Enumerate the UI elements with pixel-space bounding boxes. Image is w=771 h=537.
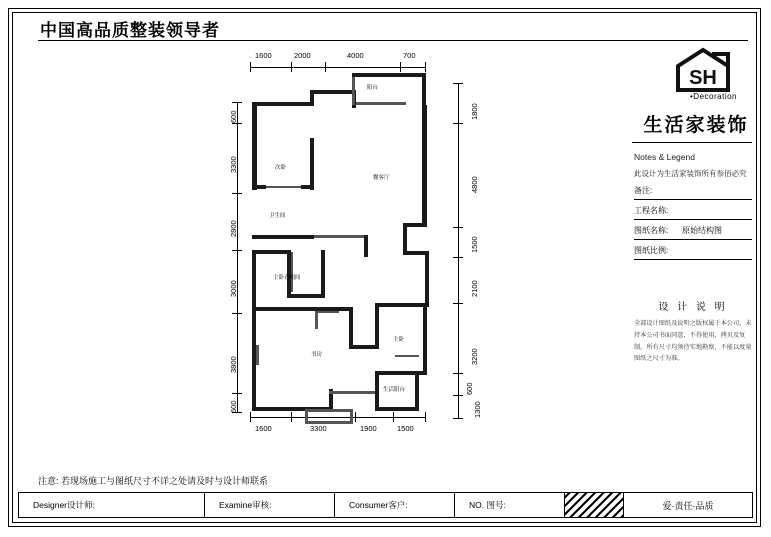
- room-label: 主卧: [393, 337, 405, 343]
- logo-subtitle: •Decoration: [690, 92, 737, 101]
- wall: [252, 102, 257, 190]
- room-label: 次卧: [275, 165, 287, 171]
- room-label: 卫生间: [269, 213, 286, 219]
- field-underline: [634, 239, 752, 240]
- dim-bottom-1: 1600: [255, 424, 272, 433]
- field-drawing-name: [634, 222, 752, 240]
- wall: [315, 311, 318, 329]
- header-divider: [38, 40, 748, 41]
- wall: [315, 311, 339, 313]
- svg-text:SH: SH: [689, 67, 717, 89]
- dim-tick: [453, 303, 463, 304]
- dim-top-2: 2000: [294, 51, 311, 60]
- wall: [350, 409, 353, 423]
- dim-line-bottom: [250, 417, 425, 418]
- dim-tick: [291, 62, 292, 72]
- footer-note: 注意: 若现场施工与图纸尺寸不详之处请及时与设计师联系: [38, 476, 269, 486]
- footer-cell-consumer: Consumer客户:: [335, 493, 455, 517]
- wall: [287, 294, 325, 298]
- dim-tick: [291, 412, 292, 422]
- dim-right-6: 600: [465, 382, 474, 395]
- field-drawing-scale: [634, 242, 752, 260]
- dim-bottom-3: 1900: [360, 424, 377, 433]
- wall: [252, 250, 288, 254]
- wall: [375, 371, 379, 411]
- dim-top-4: 700: [403, 51, 416, 60]
- footer-cell-designer: Designer设计师:: [19, 493, 205, 517]
- field-underline: [634, 199, 752, 200]
- page-title: 中国高品质整装领导者: [40, 21, 220, 40]
- dim-tick: [425, 412, 426, 422]
- dim-tick: [250, 412, 251, 422]
- field-label: 备注:: [634, 186, 653, 195]
- wall: [305, 409, 353, 412]
- wall: [375, 303, 379, 349]
- dim-top-3: 4000: [347, 51, 364, 60]
- wall: [252, 250, 256, 410]
- dim-tick: [453, 83, 463, 84]
- dim-tick: [453, 257, 463, 258]
- spec-body: 全部设计图纸及说明之版权属于本公司，未持本公司书面同意，不得使用、拷贝及复制。所有尺寸均须待实地勘察，不能以度量图纸之尺寸为准。: [634, 320, 752, 363]
- logo-house-icon: [672, 46, 734, 94]
- wall: [310, 90, 356, 94]
- dim-tick: [232, 123, 242, 124]
- dim-right-2: 4800: [470, 176, 479, 193]
- dim-right-5: 3200: [470, 348, 479, 365]
- dim-tick: [453, 418, 463, 419]
- room-label: 书房: [311, 352, 323, 358]
- field-project-name: [634, 202, 752, 220]
- dim-right-3: 1500: [470, 236, 479, 253]
- dim-left-3: 2800: [229, 220, 238, 237]
- wall: [422, 73, 426, 105]
- wall: [425, 251, 429, 307]
- wall: [423, 303, 427, 375]
- wall: [256, 345, 259, 365]
- dim-tick: [453, 123, 463, 124]
- dim-top-1: 1600: [255, 51, 272, 60]
- dim-right-7: 1300: [473, 401, 482, 418]
- legend-title: Notes & Legend: [634, 152, 695, 162]
- dim-left-2: 3300: [229, 156, 238, 173]
- wall: [352, 73, 426, 77]
- dim-left-5: 3800: [229, 356, 238, 373]
- title-block: [18, 492, 753, 518]
- field-underline: [634, 259, 752, 260]
- dim-tick: [232, 393, 242, 394]
- wall: [310, 138, 314, 190]
- wall: [252, 235, 314, 239]
- dim-tick: [400, 62, 401, 72]
- dim-tick: [232, 313, 242, 314]
- dim-bottom-4: 1500: [397, 424, 414, 433]
- footer-cell-examine: Examine审核:: [205, 493, 335, 517]
- dim-tick: [355, 412, 356, 422]
- floor-plan: [215, 45, 480, 445]
- wall: [395, 355, 419, 357]
- dim-tick: [232, 193, 242, 194]
- brand-divider: [632, 142, 752, 143]
- footer-cell-number: NO. 图号:: [455, 493, 565, 517]
- footer-slogan: 爱·责任·品质: [662, 500, 714, 511]
- wall: [415, 375, 419, 411]
- dim-tick: [232, 102, 242, 103]
- brand-name: 生活家装饰: [643, 115, 749, 136]
- dim-line-top: [250, 67, 425, 68]
- dim-bottom-2: 3300: [310, 424, 327, 433]
- dim-tick: [453, 395, 463, 396]
- dim-tick: [393, 412, 394, 422]
- wall: [291, 252, 293, 292]
- wall: [266, 186, 302, 188]
- dim-left-1: 600: [229, 110, 238, 123]
- field-label: 图纸比例:: [634, 246, 669, 255]
- field-label: 图纸名称:: [634, 226, 669, 235]
- company-logo: [672, 46, 734, 94]
- dim-tick: [425, 62, 426, 72]
- field-underline: [634, 219, 752, 220]
- wall: [375, 371, 427, 375]
- legend-copyright: 此设计为生活家装饰所有参佰必究: [634, 169, 747, 178]
- dim-tick: [453, 373, 463, 374]
- field-remark: [634, 182, 752, 200]
- room-label: 餐客厅: [373, 175, 390, 181]
- wall: [321, 250, 325, 298]
- field-label: 工程名称:: [634, 206, 669, 215]
- hatch-block: [565, 493, 624, 517]
- spec-title: 设 计 说 明: [658, 302, 728, 313]
- wall: [252, 185, 266, 189]
- wall: [422, 105, 427, 223]
- dim-tick: [453, 227, 463, 228]
- dim-left-4: 3000: [229, 280, 238, 297]
- dim-left-6: 600: [229, 400, 238, 413]
- dim-line-right: [458, 83, 459, 418]
- wall: [314, 235, 366, 238]
- dim-tick: [250, 62, 251, 72]
- wall: [252, 102, 310, 106]
- wall: [375, 303, 427, 307]
- wall: [329, 391, 375, 394]
- room-label: 阳台: [367, 85, 379, 91]
- wall: [352, 77, 355, 105]
- room-label: 主卧衣帽间: [273, 275, 301, 281]
- wall: [364, 235, 368, 257]
- wall: [305, 421, 353, 424]
- wall: [356, 102, 406, 105]
- wall: [375, 407, 419, 411]
- dim-tick: [232, 250, 242, 251]
- dim-right-1: 1800: [470, 103, 479, 120]
- dim-right-4: 2100: [470, 280, 479, 297]
- field-value: 原始结构图: [682, 226, 722, 235]
- dim-tick: [325, 62, 326, 72]
- wall: [349, 307, 353, 349]
- room-label: 生活阳台: [383, 387, 406, 393]
